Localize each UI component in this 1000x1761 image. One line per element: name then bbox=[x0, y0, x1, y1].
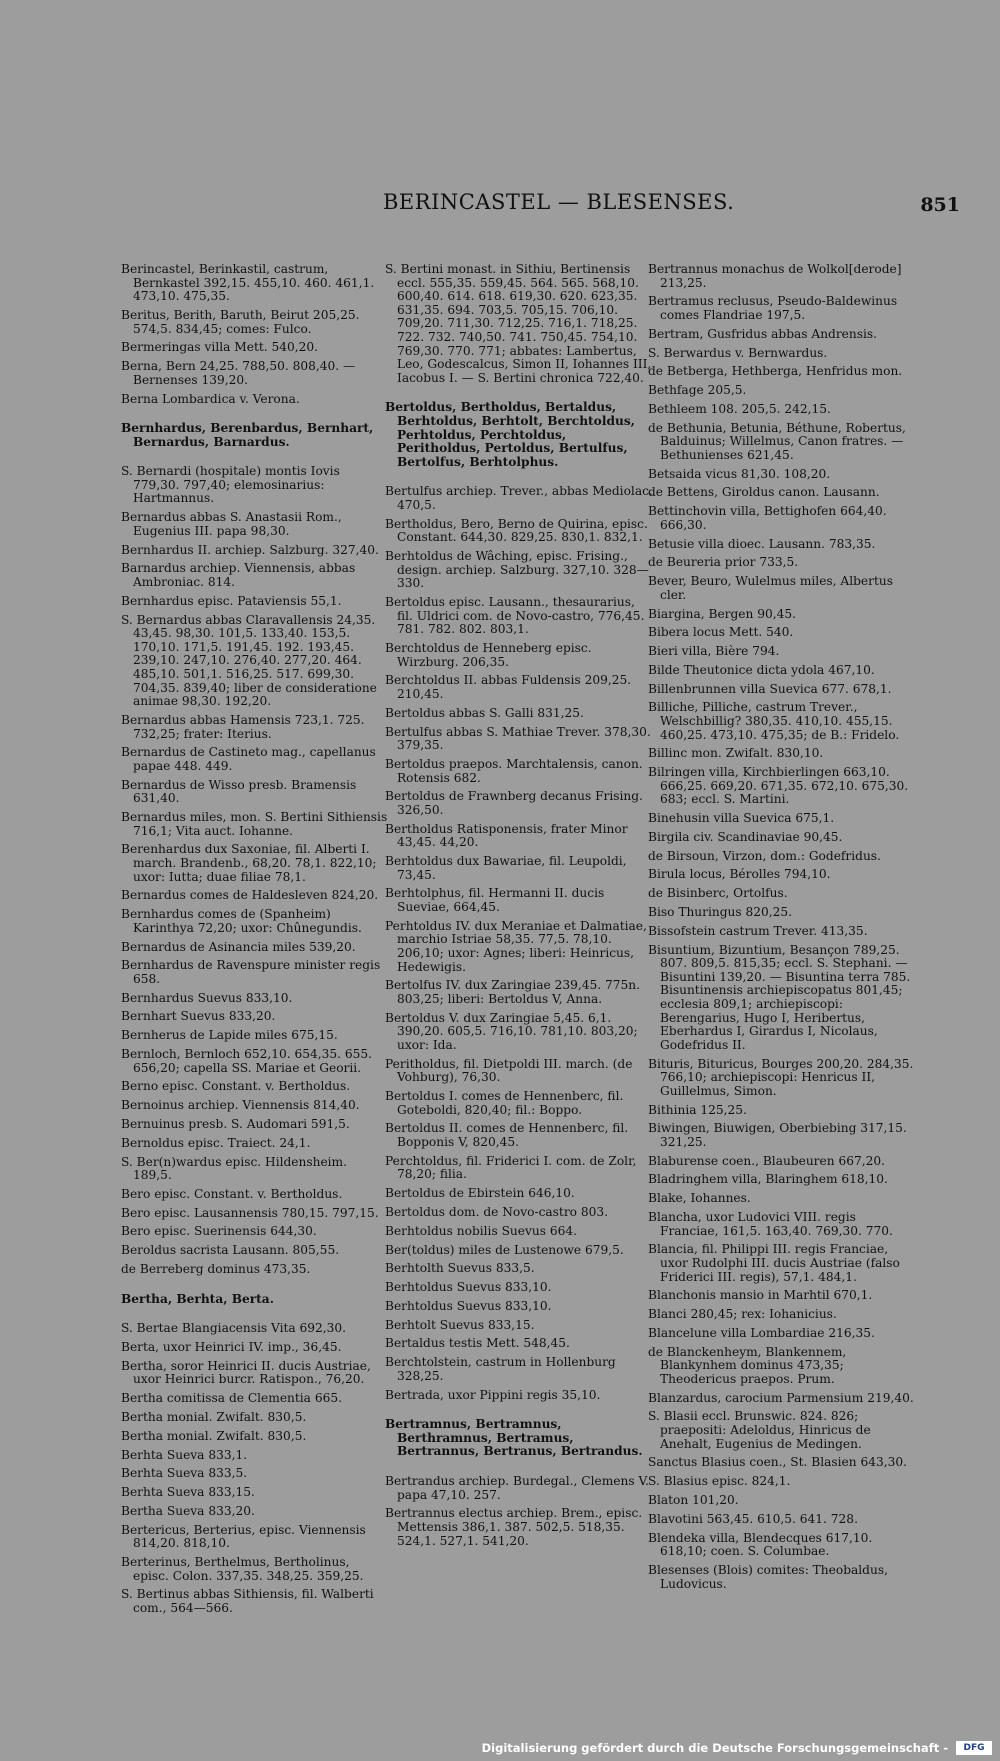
index-entry: Birgila civ. Scandinaviae 90,45. bbox=[648, 829, 843, 844]
index-entry: de Beureria prior 733,5. bbox=[648, 555, 799, 570]
index-entry: Beroldus sacrista Lausann. 805,55. bbox=[121, 1243, 340, 1258]
index-entry: Blavotini 563,45. 610,5. 641. 728. bbox=[648, 1511, 858, 1526]
index-entry: Bero episc. Constant. v. Bertholdus. bbox=[121, 1186, 343, 1201]
index-entry: Blake, Iohannes. bbox=[648, 1191, 751, 1206]
index-entry: Blendeka villa, Blendecques 617,10. 618,10; coen. S. Columbae. bbox=[648, 1530, 873, 1559]
index-entry: Bilde Theutonice dicta ydola 467,10. bbox=[648, 662, 875, 677]
index-column-3 bbox=[648, 263, 914, 1596]
index-entry: Bernuinus presb. S. Audomari 591,5. bbox=[121, 1116, 350, 1131]
index-entry: Blancha, uxor Ludovici VIII. regis Franciae, 161,5. 163,40. 769,30. 770. bbox=[648, 1210, 893, 1238]
index-entry: de Bethunia, Betunia, Béthune, Robertus, Balduinus; Willelmus, Canon fratres. — Bethunienses 621,45. bbox=[648, 420, 906, 462]
index-entry: Blanchonis mansio in Marhtil 670,1. bbox=[648, 1288, 873, 1303]
index-entry: S. Bertinus abbas Sithiensis, fil. Walberti com., 564—566. bbox=[121, 1587, 374, 1615]
index-entry: Berta, uxor Heinrici IV. imp., 36,45. bbox=[121, 1340, 342, 1354]
index-entry: Bethleem 108. 205,5. 242,15. bbox=[648, 401, 831, 416]
index-entry: Berterinus, Berthelmus, Bertholinus, episc. Colon. 337,35. 348,25. 359,25. bbox=[121, 1555, 364, 1583]
index-column-1 bbox=[121, 263, 389, 1621]
index-entry: Bertoldus V. dux Zaringiae 5,45. 6,1. 390,20. 605,5. 716,10. 781,10. 803,20; uxor: Ida. bbox=[385, 1010, 638, 1052]
index-entry: Bertulfus archiep. Trever., abbas Mediolac. 470,5. bbox=[385, 484, 653, 512]
index-heading: Bertramnus, Bertramnus, Berthramnus, Bertramus, Bertrannus, Bertranus, Bertrandus. bbox=[385, 1417, 643, 1459]
index-entry: Billenbrunnen villa Suevica 677. 678,1. bbox=[648, 681, 892, 696]
index-entry: de Bisinberc, Ortolfus. bbox=[648, 886, 788, 901]
index-entry: de Berreberg dominus 473,35. bbox=[121, 1262, 311, 1277]
index-entry: Berhtoldus Suevus 833,10. bbox=[385, 1298, 552, 1313]
index-entry: Bertericus, Berterius, episc. Viennensis 814,20. 818,10. bbox=[121, 1522, 366, 1551]
index-entry: Bertoldus II. comes de Hennenberc, fil. Bopponis V, 820,45. bbox=[385, 1121, 629, 1150]
index-entry: Berchtoldus de Henneberg episc. Wirzburg. 206,35. bbox=[385, 641, 592, 669]
index-entry: Bernardus de Wisso presb. Bramensis 631,40. bbox=[121, 777, 357, 806]
index-entry: Bladringhem villa, Blaringhem 618,10. bbox=[648, 1172, 888, 1187]
index-entry: S. Blasius episc. 824,1. bbox=[648, 1474, 791, 1489]
index-entry: Bertrandus archiep. Burdegal., Clemens V. papa 47,10. 257. bbox=[385, 1473, 649, 1502]
index-entry: Blanzardus, carocium Parmensium 219,40. bbox=[648, 1390, 914, 1405]
index-entry: S. Bernardus abbas Claravallensis 24,35. 43,45. 98,30. 101,5. 133,40. 153,5. 170,10. 171,5. 191,45. 192. 193,45. 239,10. 247,10. 276,40. 277,20. 464. 485,10. 501,1. 516,25. 517. 699,30. 704,35. 839,40; liber de consideratione animae 98,30. 192,20. bbox=[121, 612, 377, 709]
index-entry: Blancia, fil. Philippi III. regis Franciae, uxor Rudolphi III. ducis Austriae (falso Friderici III. regis), 57,1. 484,1. bbox=[648, 1242, 900, 1284]
index-entry: de Birsoun, Virzon, dom.: Godefridus. bbox=[648, 848, 881, 863]
index-entry: Bernardus abbas Hamensis 723,1. 725. 732,25; frater: Iterius. bbox=[121, 712, 365, 741]
funding-footer bbox=[0, 1741, 992, 1756]
index-entry: Bertoldus dom. de Novo-castro 803. bbox=[385, 1204, 608, 1219]
index-entry: Berhta Sueva 833,1. bbox=[121, 1447, 248, 1462]
index-entry: Berhtoldus dux Bawariae, fil. Leupoldi, 73,45. bbox=[385, 854, 627, 882]
index-entry: Berhtolphus, fil. Hermanni II. ducis Sueviae, 664,45. bbox=[385, 886, 605, 914]
index-entry: Bertha monial. Zwifalt. 830,5. bbox=[121, 1409, 307, 1424]
index-entry: Barnardus archiep. Viennensis, abbas Ambroniac. 814. bbox=[121, 561, 356, 589]
index-entry: Biso Thuringus 820,25. bbox=[648, 905, 793, 920]
index-entry: Ber(toldus) miles de Lustenowe 679,5. bbox=[385, 1242, 624, 1257]
index-entry: Bertrannus electus archiep. Brem., episc. Mettensis 386,1. 387. 502,5. 518,35. 524,1. 527,1. 541,20. bbox=[385, 1506, 643, 1548]
index-entry: S. Blasii eccl. Brunswic. 824. 826; praepositi: Adeloldus, Hinricus de Anehalt, Eugenius de Medingen. bbox=[648, 1409, 871, 1451]
index-entry: Bertoldus de Frawnberg decanus Frising. 326,50. bbox=[385, 789, 643, 817]
index-entry: Bernhart Suevus 833,20. bbox=[121, 1009, 276, 1024]
index-entry: Blancelune villa Lombardiae 216,35. bbox=[648, 1325, 875, 1340]
index-entry: Peritholdus, fil. Dietpoldi III. march. (de Vohburg), 76,30. bbox=[385, 1056, 633, 1085]
index-entry: Bernardus de Castineto mag., capellanus papae 448. 449. bbox=[121, 745, 376, 773]
index-entry: Blaton 101,20. bbox=[648, 1492, 739, 1507]
index-entry: Bernhardus Suevus 833,10. bbox=[121, 990, 293, 1005]
index-entry: Bever, Beuro, Wulelmus miles, Albertus cler. bbox=[648, 574, 893, 602]
index-entry: Bernhardus II. archiep. Salzburg. 327,40. bbox=[121, 542, 379, 557]
index-entry: Bertha monial. Zwifalt. 830,5. bbox=[121, 1428, 307, 1443]
index-entry: Bero episc. Suerinensis 644,30. bbox=[121, 1224, 317, 1239]
index-entry: Bertholdus, Bero, Berno de Quirina, episc. Constant. 644,30. 829,25. 830,1. 832,1. bbox=[385, 516, 648, 545]
index-entry: Bisuntium, Bizuntium, Besançon 789,25. 807. 809,5. 815,35; eccl. S. Stephani. — Bisuntini 139,20. — Bisuntina terra 785. Bisuntinensis archiepiscopatus 801,45; ecclesia 809,1; archiepiscopi: Berengarius, Hugo I, Heribertus, Eberhardus I, Girardus I, Nicolaus, Godefridus II. bbox=[648, 942, 911, 1052]
index-entry: Bernardus de Asinancia miles 539,20. bbox=[121, 939, 356, 954]
index-entry: Bithinia 125,25. bbox=[648, 1102, 747, 1117]
index-entry: Bertaldus testis Mett. 548,45. bbox=[385, 1336, 570, 1351]
index-entry: Bernloch, Bernloch 652,10. 654,35. 655. 656,20; capella SS. Mariae et Georii. bbox=[121, 1047, 373, 1075]
index-entry: Binehusin villa Suevica 675,1. bbox=[648, 811, 835, 826]
index-entry: Berna, Bern 24,25. 788,50. 808,40. — Bernenses 139,20. bbox=[121, 359, 356, 387]
index-entry: Bermeringas villa Mett. 540,20. bbox=[121, 340, 319, 355]
index-entry: Bituris, Bituricus, Bourges 200,20. 284,35. 766,10; archiepiscopi: Henricus II, Guillelmus, Simon. bbox=[648, 1056, 914, 1098]
index-entry: Bernhardus comes de (Spanheim) Karinthya 72,20; uxor: Chûnegundis. bbox=[121, 907, 362, 935]
index-entry: Betusie villa dioec. Lausann. 783,35. bbox=[648, 536, 876, 551]
index-entry: Bertolfus IV. dux Zaringiae 239,45. 775n. 803,25; liberi: Bertoldus V, Anna. bbox=[385, 978, 640, 1006]
index-entry: Bertha comitissa de Clementia 665. bbox=[121, 1391, 342, 1406]
index-entry: Bilringen villa, Kirchbierlingen 663,10. 666,25. 669,20. 671,35. 672,10. 675,30. 683; eccl. S. Martini. bbox=[648, 765, 909, 807]
index-entry: Bertha, soror Heinrici II. ducis Austriae, uxor Heinrici burcr. Ratispon., 76,20. bbox=[121, 1358, 371, 1387]
funding-text: Digitalisierung gefördert durch die Deutsche Forschungsgemeinschaft - bbox=[481, 1740, 948, 1755]
index-entry: Berhta Sueva 833,5. bbox=[121, 1466, 248, 1481]
index-heading: Bernhardus, Berenbardus, Bernhart, Bernardus, Barnardus. bbox=[121, 421, 374, 449]
index-entry: S. Ber(n)wardus episc. Hildensheim. 189,5. bbox=[121, 1154, 347, 1183]
index-entry: Bernherus de Lapide miles 675,15. bbox=[121, 1028, 338, 1043]
index-entry: Billiche, Pilliche, castrum Trever., Welschbillig? 380,35. 410,10. 455,15. 460,25. 473,10. 475,35; de B.: Fridelo. bbox=[648, 700, 900, 742]
dfg-logo: DFG bbox=[956, 1741, 992, 1755]
index-entry: Blesenses (Blois) comites: Theobaldus, Ludovicus. bbox=[648, 1562, 888, 1591]
index-entry: de Blanckenheym, Blankennem, Blankynhem dominus 473,35; Theodericus praepos. Prum. bbox=[648, 1344, 847, 1386]
index-entry: Berenhardus dux Saxoniae, fil. Alberti I. march. Brandenb., 68,20. 78,1. 822,10; uxor: Iutta; duae filiae 78,1. bbox=[121, 842, 377, 884]
index-entry: Bertoldus abbas S. Galli 831,25. bbox=[385, 705, 584, 720]
index-entry: Berchtoldus II. abbas Fuldensis 209,25. 210,45. bbox=[385, 673, 632, 701]
index-entry: Bethfage 205,5. bbox=[648, 383, 747, 398]
index-entry: Berna Lombardica v. Verona. bbox=[121, 391, 300, 406]
index-entry: Berchtolstein, castrum in Hollenburg 328,25. bbox=[385, 1355, 616, 1383]
index-entry: Bernoldus episc. Traiect. 24,1. bbox=[121, 1135, 311, 1150]
index-entry: Blanci 280,45; rex: Iohanicius. bbox=[648, 1307, 837, 1322]
index-entry: Bernardus comes de Haldesleven 824,20. bbox=[121, 888, 379, 903]
index-entry: Berhtoldus nobilis Suevus 664. bbox=[385, 1223, 577, 1238]
index-entry: Perhtoldus IV. dux Meraniae et Dalmatiae, marchio Istriae 58,35. 77,5. 78,10. 206,10; uxor: Agnes; liberi: Heinricus, Hedewigis. bbox=[385, 918, 647, 974]
index-column-2 bbox=[385, 263, 653, 1553]
index-entry: Bernhardus episc. Pataviensis 55,1. bbox=[121, 593, 342, 608]
index-entry: Sanctus Blasius coen., St. Blasien 643,30. bbox=[648, 1455, 907, 1470]
index-entry: Beritus, Berith, Baruth, Beirut 205,25. 574,5. 834,45; comes: Fulco. bbox=[121, 307, 360, 336]
index-entry: Biwingen, Biuwigen, Oberbiebing 317,15. 321,25. bbox=[648, 1121, 907, 1149]
index-entry: Bertrannus monachus de Wolkol[derode] 213,25. bbox=[648, 262, 902, 290]
index-entry: Bertrada, uxor Pippini regis 35,10. bbox=[385, 1387, 601, 1402]
index-entry: S. Bertini monast. in Sithiu, Bertinensis eccl. 555,35. 559,45. 564. 565. 568,10. 600,40. 614. 618. 619,30. 620. 623,35. 631,35. 694. 703,5. 705,15. 706,10. 709,20. 711,30. 712,25. 716,1. 718,25. 722. 732. 740,50. 741. 750,45. 754,10. 769,30. 770. 771; abbates: Lambertus, Leo, Godescalcus, Simon II, Iohannes III, Iacobus I. — S. Bertini chronica 722,40. bbox=[385, 262, 652, 385]
index-entry: Biargina, Bergen 90,45. bbox=[648, 606, 797, 621]
index-entry: de Betberga, Hethberga, Henfridus mon. bbox=[648, 364, 903, 379]
index-entry: Berhtoldus Suevus 833,10. bbox=[385, 1280, 552, 1295]
index-entry: Bertoldus episc. Lausann., thesaurarius, fil. Uldrici com. de Novo-castro, 776,45. 781. 782. 802. 803,1. bbox=[385, 595, 645, 637]
index-entry: Berhtolt Suevus 833,15. bbox=[385, 1317, 535, 1332]
index-entry: S. Bernardi (hospitale) montis Iovis 779,30. 797,40; elemosinarius: Hartmannus. bbox=[121, 464, 340, 506]
index-entry: Bernoinus archiep. Viennensis 814,40. bbox=[121, 1098, 360, 1113]
index-entry: Bernhardus de Ravenspure minister regis 658. bbox=[121, 958, 381, 986]
index-entry: Blaburense coen., Blaubeuren 667,20. bbox=[648, 1153, 885, 1168]
index-entry: Bertramus reclusus, Pseudo-Baldewinus comes Flandriae 197,5. bbox=[648, 294, 898, 322]
index-entry: Bertha Sueva 833,20. bbox=[121, 1503, 255, 1518]
index-entry: Bertoldus I. comes de Hennenberc, fil. Goteboldi, 820,40; fil.: Boppo. bbox=[385, 1089, 624, 1117]
running-title: BERINCASTEL — BLESENSES. bbox=[383, 190, 735, 214]
index-entry: Berhtolth Suevus 833,5. bbox=[385, 1261, 535, 1276]
index-entry: de Bettens, Giroldus canon. Lausann. bbox=[648, 485, 880, 500]
index-heading: Bertoldus, Bertholdus, Bertaldus, Berhtoldus, Berhtolt, Berchtoldus, Perhtoldus, Perchtoldus, Peritholdus, Pertoldus, Bertulfus, Bertolfus, Berhtolphus. bbox=[385, 400, 635, 469]
index-entry: Birula locus, Bérolles 794,10. bbox=[648, 867, 831, 882]
index-entry: Bertulfus abbas S. Mathiae Trever. 378,30. 379,35. bbox=[385, 724, 651, 753]
index-entry: Betsaida vicus 81,30. 108,20. bbox=[648, 466, 831, 481]
page-number: 851 bbox=[920, 194, 960, 216]
index-entry: S. Bertae Blangiacensis Vita 692,30. bbox=[121, 1321, 347, 1336]
page-header bbox=[0, 190, 1000, 220]
index-entry: Bissofstein castrum Trever. 413,35. bbox=[648, 923, 868, 938]
index-entry: Perchtoldus, fil. Friderici I. com. de Zolr, 78,20; filia. bbox=[385, 1153, 637, 1182]
index-heading: Bertha, Berhta, Berta. bbox=[121, 1291, 274, 1306]
index-entry: Bernardus abbas S. Anastasii Rom., Eugenius III. papa 98,30. bbox=[121, 510, 342, 538]
index-entry: Berno episc. Constant. v. Bertholdus. bbox=[121, 1079, 351, 1094]
index-entry: Bieri villa, Bière 794. bbox=[648, 644, 780, 659]
index-entry: Bibera locus Mett. 540. bbox=[648, 625, 794, 640]
index-entry: S. Berwardus v. Bernwardus. bbox=[648, 345, 828, 360]
index-entry: Bertram, Gusfridus abbas Andrensis. bbox=[648, 326, 878, 341]
index-entry: Bertoldus praepos. Marchtalensis, canon. Rotensis 682. bbox=[385, 756, 643, 785]
index-entry: Berincastel, Berinkastil, castrum, Bernkastel 392,15. 455,10. 460. 461,1. 473,10. 475,35. bbox=[121, 262, 375, 304]
index-entry: Bero episc. Lausannensis 780,15. 797,15. bbox=[121, 1205, 379, 1220]
index-entry: Bernardus miles, mon. S. Bertini Sithiensis 716,1; Vita auct. Iohanne. bbox=[121, 810, 388, 838]
index-entry: Berhtoldus de Wâching, episc. Frising., design. archiep. Salzburg. 327,10. 328—330. bbox=[385, 549, 649, 591]
index-entry: Bertoldus de Ebirstein 646,10. bbox=[385, 1186, 575, 1201]
index-entry: Bertholdus Ratisponensis, frater Minor 43,45. 44,20. bbox=[385, 821, 628, 850]
index-entry: Bettinchovin villa, Bettighofen 664,40. 666,30. bbox=[648, 504, 887, 532]
index-entry: Berhta Sueva 833,15. bbox=[121, 1485, 255, 1500]
index-entry: Billinc mon. Zwifalt. 830,10. bbox=[648, 746, 824, 761]
